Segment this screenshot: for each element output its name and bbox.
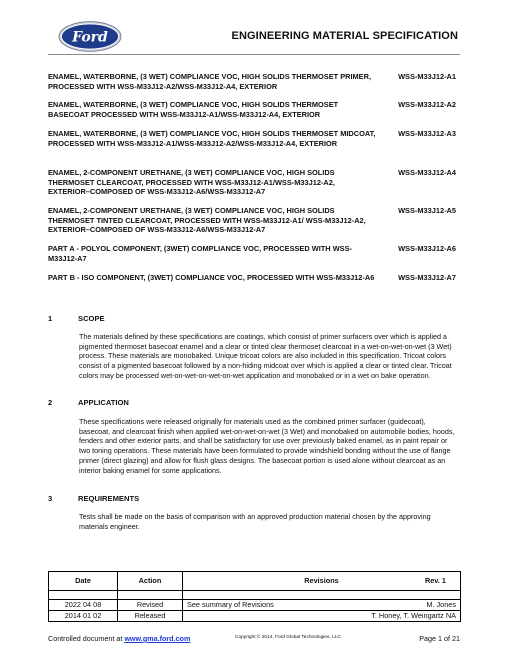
spec-item	[48, 273, 460, 283]
revision-description: See summary of Revisions	[187, 600, 274, 609]
spec-code: WSS-M33J12-A7	[398, 273, 456, 282]
header-rule	[48, 54, 460, 55]
spec-code: WSS-M33J12-A1	[398, 72, 456, 81]
ford-logo	[58, 21, 122, 52]
section-body-requirements: Tests shall be made on the basis of comparison with an approved production material chosen by the approving materials engineer.	[79, 512, 431, 531]
spec-item	[48, 129, 460, 148]
header-revisions-cell	[183, 572, 461, 591]
ford-logo-text: Ford	[72, 29, 108, 46]
spec-title: ENAMEL, WATERBORNE, (3 WET) COMPLIANCE VOC, HIGH SOLIDS THERMOSET MIDCOAT, PROCESSED WITH WSS-M33J12-A1/WSS-M33J12-A2/WSS-M33J12-A4, EXTERIOR	[48, 129, 376, 148]
header-date: Date	[49, 572, 118, 591]
copyright-note: Copyright © 2014, Ford Global Technologies, LLC	[235, 635, 341, 640]
section-body-application: These specifications were released originally for materials used as the combined primer surfacer (guidecoat), basecoat, and clearcoat finish when applied wet-on-wet-on-wet (3 Wet) and monobaked on automobile bodies, hoods, fenders and other exterior parts, and shall be satisfactory for use over previously baked enamel, as in paint repair or two toning operations. These materials have been formulated to provide windshield bonding without the use of flange primer (direct glazing) and allow for flush glass designs. The basecoat portion is used alone without clearcoat as an interior baking enamel for some applications.	[79, 417, 455, 475]
section-number: 3	[48, 494, 53, 503]
spec-code: WSS-M33J12-A6	[398, 244, 456, 253]
section-number: 1	[48, 314, 53, 323]
revision-date: 2022 04 08	[49, 600, 118, 611]
spec-item	[48, 72, 460, 91]
revision-date: 2014 01 02	[49, 611, 118, 622]
spec-title: ENAMEL, 2-COMPONENT URETHANE, (3 WET) COMPLIANCE VOC, HIGH SOLIDS THERMOSET CLEARCOAT, PROCESSED WITH WSS-M33J12-A1/WSS-M33J12-A2, EXTERIOR–COMPOSED OF WSS-M33J12-A6/WSS-M33J12-A7	[48, 168, 335, 197]
revision-description-cell	[183, 611, 461, 622]
controlled-document-note	[48, 634, 190, 643]
controlled-prefix: Controlled document at	[48, 634, 125, 643]
section-title: APPLICATION	[78, 398, 129, 407]
spec-code: WSS-M33J12-A5	[398, 206, 456, 215]
section-number: 2	[48, 398, 53, 407]
spec-item	[48, 244, 460, 263]
gma-link[interactable]: www.gma.ford.com	[124, 634, 191, 643]
spec-title: PART A - POLYOL COMPONENT, (3WET) COMPLIANCE VOC, PROCESSED WITH WSS-M33J12-A7	[48, 244, 352, 263]
header-revisions: Revisions	[304, 576, 339, 585]
header-action: Action	[118, 572, 183, 591]
section-title: REQUIREMENTS	[78, 494, 140, 503]
section-title: SCOPE	[78, 314, 105, 323]
spec-code: WSS-M33J12-A3	[398, 129, 456, 138]
spec-item	[48, 168, 460, 197]
section-body-scope: The materials defined by these specifications are coatings, which consist of primer surfacers over which is applied a pigmented thermoset basecoat enamel and a clear or tinted clear thermoset clearcoat in a wet-on-wet-on-wet (3 Wet) process. These materials are monobaked. Unique tricoat colors are also included in this specification. Tricoat colors consist of a pigmented basecoat followed by a non-hiding midcoat over which is applied a clear or tinted clear. Tricoat colors may be processed wet-on-wet-on-wet-on-wet application and monobaked or in a wet on bake operation.	[79, 332, 452, 380]
table-row	[49, 600, 461, 611]
spec-item	[48, 100, 460, 119]
section-heading-scope	[48, 314, 105, 323]
spec-item	[48, 206, 460, 235]
revision-author: T. Honey, T. Weingartz NA	[371, 611, 456, 620]
header-rev: Rev. 1	[425, 576, 446, 585]
section-heading-requirements	[48, 494, 139, 503]
document-title: ENGINEERING MATERIAL SPECIFICATION	[231, 30, 458, 42]
revision-header-row	[49, 572, 461, 591]
revision-action: Released	[118, 611, 183, 622]
table-row	[49, 611, 461, 622]
revision-table	[48, 571, 461, 622]
spec-title: ENAMEL, 2-COMPONENT URETHANE, (3 WET) COMPLIANCE VOC, HIGH SOLIDS THERMOSET TINTED CLEARCOAT, PROCESSED WITH WSS-M33J12-A1/ WSS-M33J12-A2, EXTERIOR–COMPOSED OF WSS-M33J12-A6/WSS-M33J12-A7	[48, 206, 366, 235]
revision-spacer-row	[49, 591, 461, 600]
page-number: Page 1 of 21	[419, 634, 460, 643]
spec-code: WSS-M33J12-A2	[398, 100, 456, 109]
revision-description-cell	[183, 600, 461, 611]
revision-author: M. Jones	[426, 600, 456, 609]
spec-title: ENAMEL, WATERBORNE, (3 WET) COMPLIANCE VOC, HIGH SOLIDS THERMOSET BASECOAT PROCESSED WITH WSS-M33J12-A1/WSS-M33J12-A4, EXTERIOR	[48, 100, 339, 119]
section-heading-application	[48, 398, 129, 407]
spec-title: ENAMEL, WATERBORNE, (3 WET) COMPLIANCE VOC, HIGH SOLIDS THERMOSET PRIMER, PROCESSED WITH WSS-M33J12-A2/WSS-M33J12-A4, EXTERIOR	[48, 72, 372, 91]
revision-action: Revised	[118, 600, 183, 611]
spec-title: PART B - ISO COMPONENT, (3WET) COMPLIANCE VOC, PROCESSED WITH WSS-M33J12-A6	[48, 273, 375, 282]
spec-code: WSS-M33J12-A4	[398, 168, 456, 177]
